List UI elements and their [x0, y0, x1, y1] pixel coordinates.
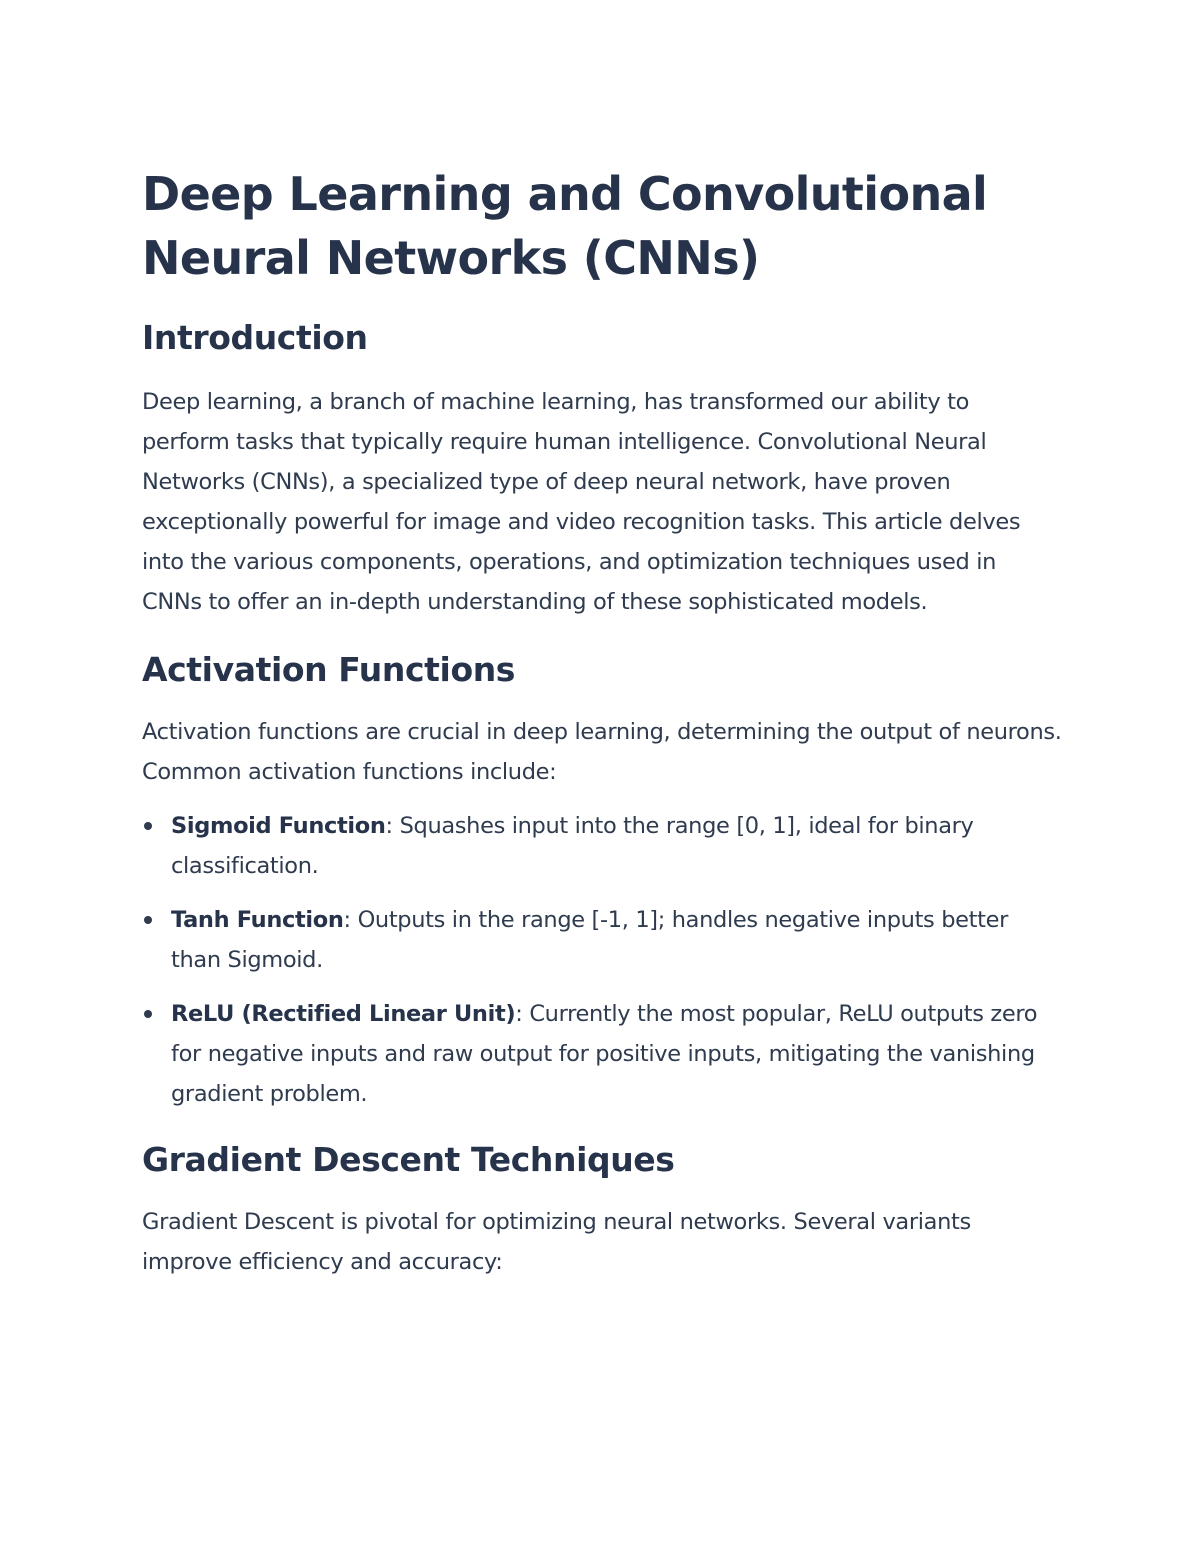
- list-item-text: : Squashes input into the range [0, 1], ideal for binary classification.: [171, 813, 974, 879]
- bullet-icon: [144, 916, 152, 924]
- list-item-text: : Currently the most popular, ReLU outputs zero for negative inputs and raw output for positive inputs, mitigating the vanishing gradient problem.: [171, 1001, 1038, 1107]
- list-item-tanh: [142, 900, 1062, 980]
- section-heading-gradient-descent: Gradient Descent Techniques: [142, 1140, 675, 1179]
- gradient-descent-paragraph: Gradient Descent is pivotal for optimizing neural networks. Several variants improve efficiency and accuracy:: [142, 1209, 971, 1275]
- bullet-icon: [144, 1010, 152, 1018]
- section-heading-activation-functions: Activation Functions: [142, 650, 516, 689]
- list-item-text: : Outputs in the range [-1, 1]; handles negative inputs better than Sigmoid.: [171, 907, 1008, 973]
- document-title: Deep Learning and Convolutional Neural Networks (CNNs): [142, 167, 988, 285]
- list-item-sigmoid: [142, 806, 1062, 886]
- list-item-term: Sigmoid Function: [171, 813, 386, 839]
- list-item-term: Tanh Function: [171, 907, 344, 933]
- document-page: [142, 162, 1062, 1282]
- bullet-icon: [144, 822, 152, 830]
- list-item-relu: [142, 994, 1062, 1114]
- introduction-paragraph: Deep learning, a branch of machine learning, has transformed our ability to perform tasks that typically require human intelligence. Convolutional Neural Networks (CNNs), a specialized type of deep neural network, have proven exceptionally powerful for image and video recognition tasks. This article delves into the various components, operations, and optimization techniques used in CNNs to offer an in-depth understanding of these sophisticated models.: [142, 389, 1021, 615]
- activation-functions-list: [142, 806, 1062, 1114]
- activation-functions-paragraph: Activation functions are crucial in deep learning, determining the output of neurons. Common activation functions include:: [142, 719, 1062, 785]
- list-item-term: ReLU (Rectified Linear Unit): [171, 1001, 516, 1027]
- section-heading-introduction: Introduction: [142, 318, 368, 357]
